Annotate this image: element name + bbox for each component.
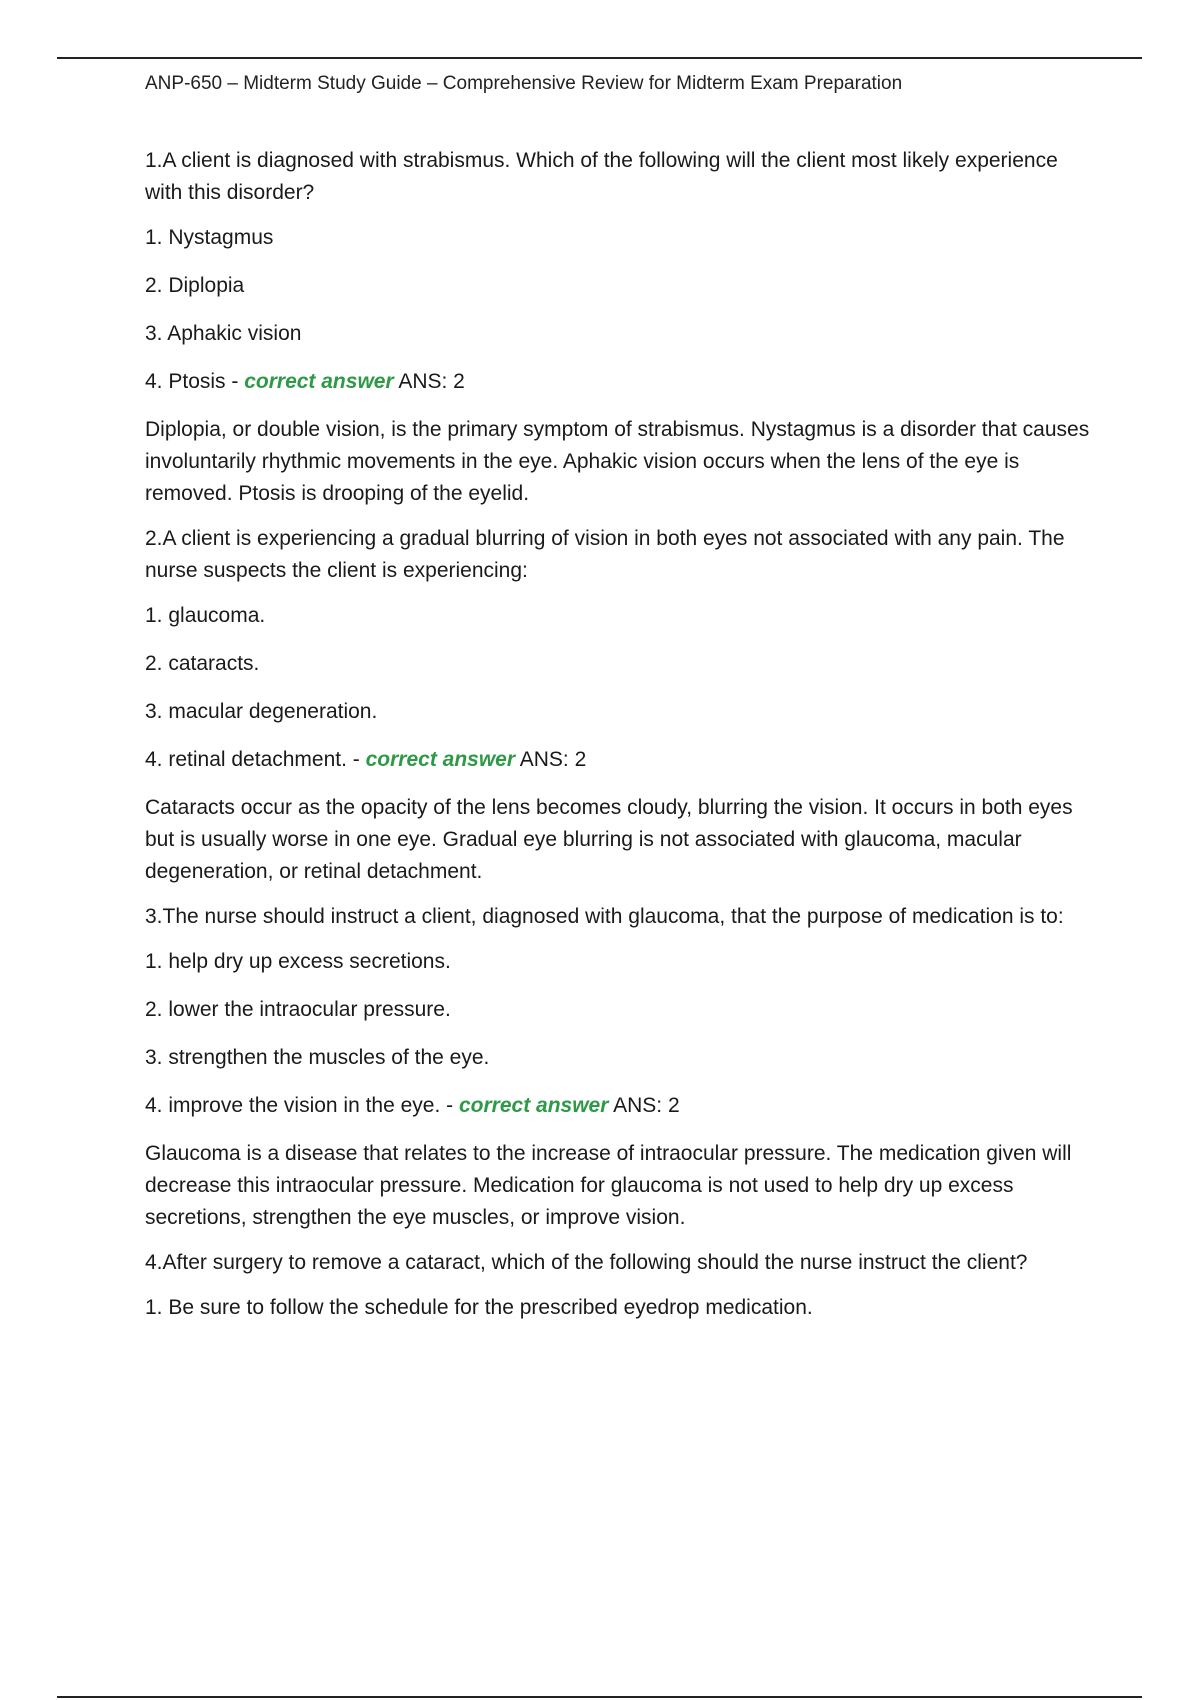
correct-answer-label: correct answer [459,1094,609,1117]
correct-answer-label: correct answer [365,748,516,771]
answer-key: ANS: 2 [393,370,465,393]
answer-separator: - [440,1094,459,1117]
question-2-option-3: 3. macular degeneration. [145,700,378,723]
question-2-explanation: Cataracts occur as the opacity of the lens becomes cloudy, blurring the vision. It occurs in both eyes but is usually worse in one eye. Gradual eye blurring is not associated with glaucoma, macular degeneration, or retinal detachment. [145,796,1073,883]
bottom-rule [57,1696,1142,1698]
answer-separator: - [225,370,245,393]
question-2-option-1: 1. glaucoma. [145,604,266,627]
question-3-option-4-with-answer [145,1090,1095,1122]
question-3-option-3: 3. strengthen the muscles of the eye. [145,1046,490,1069]
question-4-stem: 4.After surgery to remove a cataract, which of the following should the nurse instruct the client? [145,1251,1028,1274]
question-1-stem: 1.A client is diagnosed with strabismus. Which of the following will the client most likely experience with this disorder? [145,149,1058,204]
question-1-option-1: 1. Nystagmus [145,226,274,249]
correct-answer-label: correct answer [244,370,394,393]
answer-key: ANS: 2 [608,1094,680,1117]
page-header: ANP-650 – Midterm Study Guide – Comprehensive Review for Midterm Exam Preparation [145,73,903,94]
answer-separator: - [346,748,366,771]
question-2-option-2: 2. cataracts. [145,652,260,675]
option-text: 4. Ptosis [145,370,226,393]
question-1-option-2: 2. Diplopia [145,274,245,297]
question-1-option-4-with-answer [145,366,1095,398]
question-4-option-1: 1. Be sure to follow the schedule for the prescribed eyedrop medication. [145,1296,813,1319]
question-3-stem: 3.The nurse should instruct a client, diagnosed with glaucoma, that the purpose of medication is to: [145,905,1064,928]
question-1-option-3: 3. Aphakic vision [145,322,302,345]
question-3-explanation: Glaucoma is a disease that relates to the increase of intraocular pressure. The medication given will decrease this intraocular pressure. Medication for glaucoma is not used to help dry up excess secretions, strengthen the eye muscles, or improve vision. [145,1142,1072,1229]
question-1-explanation: Diplopia, or double vision, is the primary symptom of strabismus. Nystagmus is a disorder that causes involuntarily rhythmic movements in the eye. Aphakic vision occurs when the lens of the eye is removed. Ptosis is drooping of the eyelid. [145,418,1090,505]
question-3-option-1: 1. help dry up excess secretions. [145,950,451,973]
option-text: 4. improve the vision in the eye. [145,1094,441,1117]
question-2-option-4-with-answer [145,744,1095,776]
question-2-stem: 2.A client is experiencing a gradual blurring of vision in both eyes not associated with any pain. The nurse suspects the client is experiencing: [145,527,1065,582]
document-body [145,145,1095,1340]
top-rule [57,57,1142,59]
answer-key: ANS: 2 [515,748,587,771]
option-text: 4. retinal detachment. [145,748,347,771]
question-3-option-2: 2. lower the intraocular pressure. [145,998,451,1021]
